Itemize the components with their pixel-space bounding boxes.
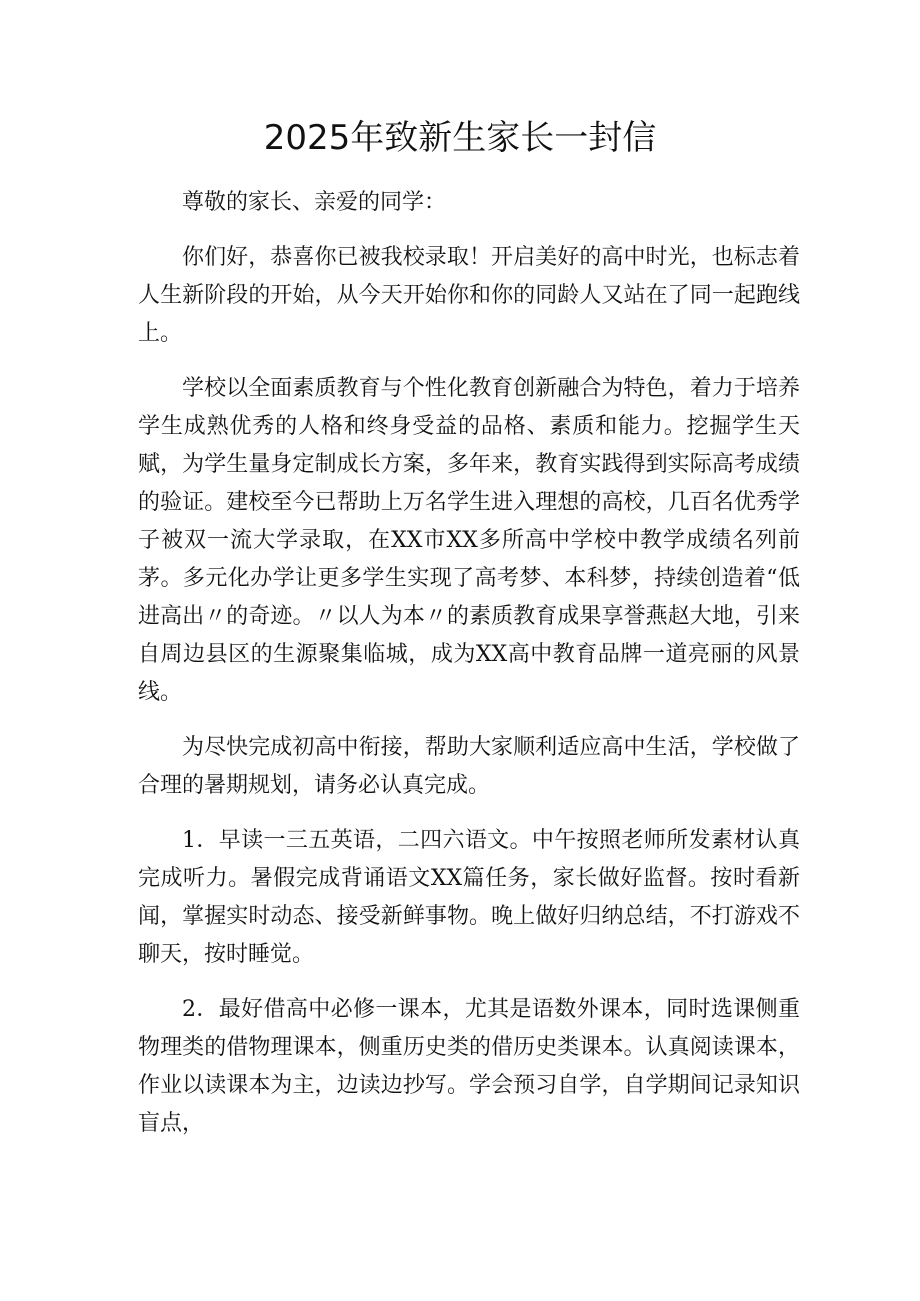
document-title: 2025年致新生家长一封信 — [263, 118, 657, 158]
salutation-paragraph: 尊敬的家长、亲爱的同学： — [182, 190, 447, 215]
summer-plan-paragraph: 为尽快完成初高中衔接，帮助大家顺利适应高中生活，学校做了合理的暑期规划，请务必认真完成。 — [138, 735, 800, 798]
plan-item-2-paragraph: 2．最好借高中必修一课本，尤其是语数外课本，同时选课侧重物理类的借物理课本，侧重历史类的借历史类课本。认真阅读课本，作业以读课本为主，边读边抄写。学会预习自学，自学期间记录知识盲点， — [138, 997, 800, 1136]
plan-item-1-paragraph: 1．早读一三五英语，二四六语文。中午按照老师所发素材认真完成听力。暑假完成背诵语文XX篇任务，家长做好监督。按时看新闻，掌握实时动态、接受新鲜事物。晚上做好归纳总结，不打游戏不聊天，按时睡觉。 — [138, 828, 800, 967]
greeting-paragraph: 你们好，恭喜你已被我校录取！开启美好的高中时光，也标志着人生新阶段的开始，从今天开始你和你的同龄人又站在了同一起跑线上。 — [138, 245, 800, 346]
document-body — [138, 184, 800, 1160]
school-intro-paragraph: 学校以全面素质教育与个性化教育创新融合为特色，着力于培养学生成熟优秀的人格和终身受益的品格、素质和能力。挖掘学生天赋，为学生量身定制成长方案，多年来，教育实践得到实际高考成绩的验证。建校至今已帮助上万名学生进入理想的高校，几百名优秀学子被双一流大学录取，在XX市XX多所高中学校中教学成绩名列前茅。多元化办学让更多学生实现了高考梦、本科梦，持续创造着“低进高出〃的奇迹。〃以人为本〃的素质教育成果享誉燕赵大地，引来自周边县区的生源聚集临城，成为XX高中教育品牌一道亮丽的风景线。 — [138, 376, 800, 705]
